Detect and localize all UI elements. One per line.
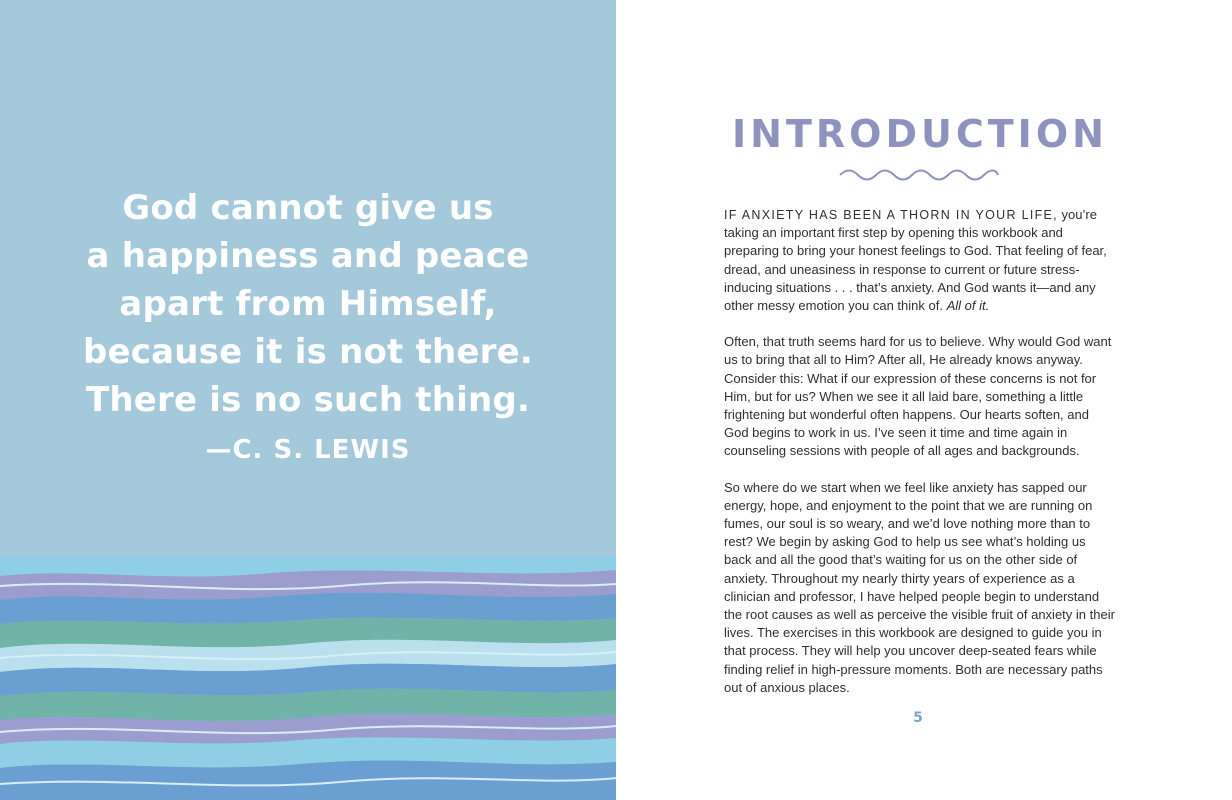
quote-line: because it is not there. xyxy=(82,332,534,372)
squiggle-divider xyxy=(838,168,1000,182)
epigraph-quote xyxy=(0,184,616,470)
page-number: 5 xyxy=(913,710,923,726)
paragraph-text: you’re taking an important first step by opening this workbook and preparing to bring your honest feelings to God. That feeling of fear, dread, and uneasiness in response to current or future stress-inducing situations . . . that’s anxiety. And God wants it—and any other messy emotion you can think of. xyxy=(724,207,1107,314)
body-text xyxy=(724,206,1116,715)
page-title: INTRODUCTION xyxy=(732,112,1108,156)
paragraph xyxy=(724,206,1116,315)
quote-attribution: —C. S. LEWIS xyxy=(205,435,411,465)
right-page xyxy=(616,0,1232,800)
quote-line: apart from Himself, xyxy=(119,284,497,324)
wave-illustration xyxy=(0,556,616,800)
quote-line: There is no such thing. xyxy=(85,380,531,420)
paragraph: So where do we start when we feel like anxiety has sapped our energy, hope, and enjoyment to the point that we are running on fumes, our soul is so weary, and we’d love nothing more than to rest? We begin by asking God to help us see what’s holding us back and all the good that’s waiting for us on the other side of anxiety. Throughout my nearly thirty years of experience as a clinician and professor, I have helped people begin to understand the root causes as well as perceive the visible fruit of anxiety in their lives. The exercises in this workbook are designed to guide you in that process. They will help you uncover deep-seated fears while finding relief in high-pressure moments. Both are necessary paths out of anxious places. xyxy=(724,479,1115,695)
emphasis-text: All of it. xyxy=(946,298,990,314)
quote-line: God cannot give us xyxy=(122,188,494,228)
quote-line: a happiness and peace xyxy=(86,236,530,276)
lead-in: IF ANXIETY HAS BEEN A THORN IN YOUR LIFE, xyxy=(724,208,1058,222)
paragraph: Often, that truth seems hard for us to believe. Why would God want us to bring that all to Him? After all, He already knows anyway. Consider this: What if our expression of these concerns is not for Him, but for us? When we see it all laid bare, something a little frightening but wonderful often happens. Our hearts soften, and God begins to work in us. I’ve seen it time and time again in counseling sessions with people of all ages and backgrounds. xyxy=(724,334,1112,459)
